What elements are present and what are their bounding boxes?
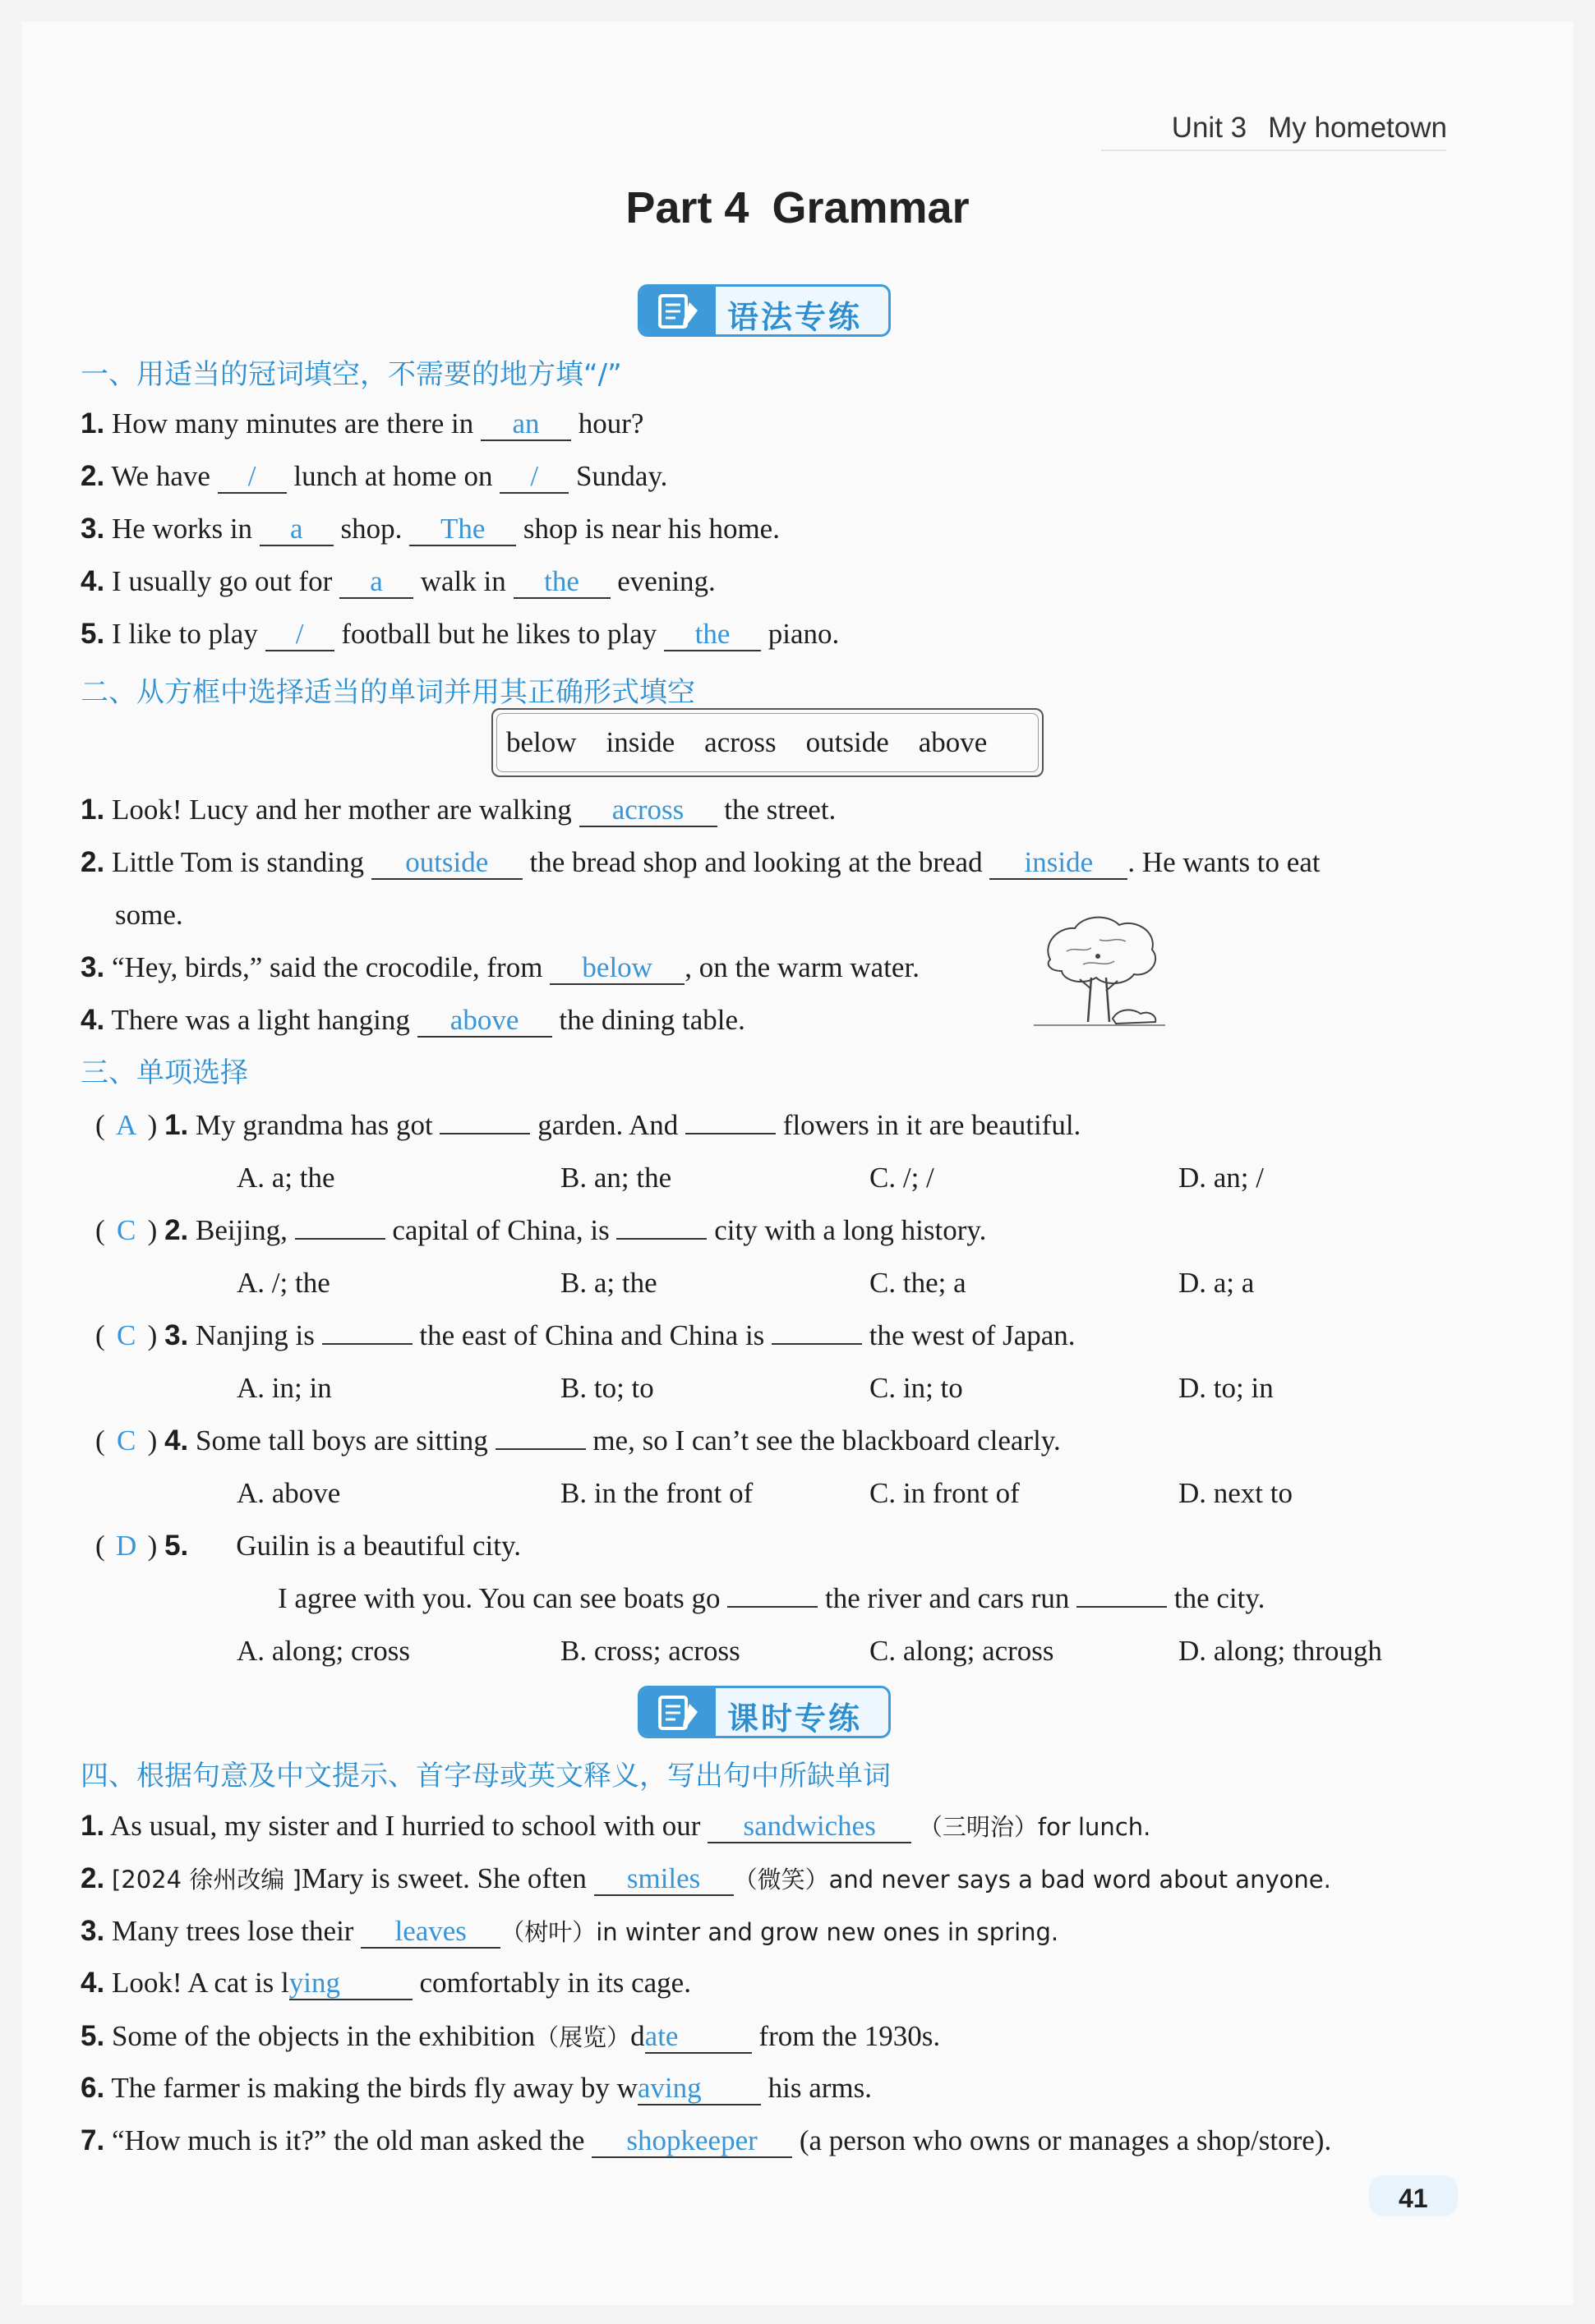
- blank: [685, 1110, 776, 1134]
- s1-question-2: 2. We have / lunch at home on / Sunday.: [81, 460, 668, 492]
- blank: [295, 1215, 385, 1240]
- answer-blank[interactable]: /: [265, 619, 334, 651]
- grammar-practice-badge: [638, 284, 891, 337]
- answer-blank[interactable]: shopkeeper: [592, 2126, 792, 2158]
- s1-question-1: 1. How many minutes are there in an hour?: [81, 407, 644, 439]
- option-b[interactable]: B. in the front of: [560, 1477, 754, 1509]
- answer-blank[interactable]: the: [664, 619, 761, 651]
- blank: [727, 1583, 818, 1608]
- answer-blank[interactable]: smiles: [594, 1864, 734, 1896]
- option-a[interactable]: A. a; the: [237, 1162, 335, 1194]
- s4-question-1: 1. As usual, my sister and I hurried to school with our sandwiches （三明治）for lunch.: [81, 1810, 1151, 1842]
- s3-question-5-reply: I agree with you. You can see boats go the river and cars run the city.: [278, 1582, 1265, 1614]
- option-d[interactable]: D. to; in: [1178, 1372, 1274, 1404]
- answer-blank[interactable]: sandwiches: [708, 1811, 911, 1843]
- s4-question-3: 3. Many trees lose their leaves （树叶）in winter and grow new ones in spring.: [81, 1915, 1059, 1947]
- blank: [772, 1320, 862, 1345]
- answer-blank[interactable]: across: [579, 795, 717, 827]
- option-a[interactable]: A. above: [237, 1477, 341, 1509]
- unit-header: Unit 3 My hometown: [1171, 112, 1447, 144]
- section-3-heading: 三、单项选择: [81, 1056, 248, 1089]
- option-d[interactable]: D. next to: [1178, 1477, 1293, 1509]
- s3-question-3: ( C ) 3. Nanjing is the east of China and China is the west of Japan.: [95, 1319, 1076, 1351]
- badge-label: 课时专练: [727, 1700, 863, 1737]
- choice-answer[interactable]: C: [116, 1319, 136, 1351]
- s1-question-5: 5. I like to play / football but he likes to play the piano.: [81, 618, 840, 650]
- tree-with-crocodile-illustration: [1034, 910, 1165, 1035]
- option-a[interactable]: A. along; cross: [237, 1635, 410, 1667]
- answer-blank[interactable]: /: [218, 462, 287, 494]
- choice-answer[interactable]: C: [116, 1424, 136, 1457]
- option-d[interactable]: D. an; /: [1178, 1162, 1265, 1194]
- page-title: Part 4 Grammar: [625, 183, 970, 232]
- blank: [616, 1215, 707, 1240]
- lesson-practice-badge: [638, 1686, 891, 1738]
- answer-blank[interactable]: the: [514, 567, 611, 599]
- s3-question-4: ( C ) 4. Some tall boys are sitting me, so I can’t see the blackboard clearly.: [95, 1424, 1061, 1457]
- option-a[interactable]: A. /; the: [237, 1267, 330, 1299]
- notebook-icon: [640, 287, 716, 334]
- blank: [1076, 1583, 1167, 1608]
- option-d[interactable]: D. a; a: [1178, 1267, 1255, 1299]
- s1-question-3: 3. He works in a shop. The shop is near his home.: [81, 513, 780, 545]
- s4-question-4: 4. Look! A cat is lying comfortably in its cage.: [81, 1967, 691, 1999]
- section-2-heading: 二、从方框中选择适当的单词并用其正确形式填空: [81, 676, 695, 709]
- answer-blank[interactable]: an: [481, 409, 571, 441]
- section-4-heading: 四、根据句意及中文提示、首字母或英文释义，写出句中所缺单词: [81, 1760, 891, 1792]
- answer-blank[interactable]: outside: [371, 848, 523, 880]
- answer-blank[interactable]: a: [339, 567, 413, 599]
- s2-question-4: 4. There was a light hanging above the dining table.: [81, 1004, 745, 1036]
- answer-blank[interactable]: ying: [289, 1968, 413, 2000]
- s4-question-5: 5. Some of the objects in the exhibition（展览）date from the 1930s.: [81, 2020, 941, 2052]
- option-c[interactable]: C. in; to: [869, 1372, 963, 1404]
- s3-question-5: ( D ) 5. Guilin is a beautiful city.: [95, 1530, 521, 1562]
- header-divider: [1101, 150, 1446, 151]
- option-c[interactable]: C. along; across: [869, 1635, 1054, 1667]
- answer-blank[interactable]: above: [417, 1006, 552, 1038]
- option-b[interactable]: B. an; the: [560, 1162, 672, 1194]
- notebook-icon: [640, 1688, 716, 1736]
- blank: [440, 1110, 530, 1134]
- s4-question-7: 7. “How much is it?” the old man asked the shopkeeper (a person who owns or manages a shop/store).: [81, 2124, 1332, 2156]
- answer-blank[interactable]: leaves: [361, 1917, 500, 1949]
- s4-question-6: 6. The farmer is making the birds fly away by waving his arms.: [81, 2072, 872, 2104]
- option-b[interactable]: B. cross; across: [560, 1635, 740, 1667]
- badge-label: 语法专练: [727, 299, 863, 335]
- choice-answer[interactable]: C: [116, 1214, 136, 1246]
- answer-blank[interactable]: /: [500, 462, 569, 494]
- option-a[interactable]: A. in; in: [237, 1372, 332, 1404]
- answer-blank[interactable]: ate: [645, 2022, 752, 2054]
- s2-question-1: 1. Look! Lucy and her mother are walking across the street.: [81, 794, 837, 826]
- blank: [322, 1320, 413, 1345]
- option-c[interactable]: C. the; a: [869, 1267, 966, 1299]
- answer-blank[interactable]: inside: [989, 848, 1127, 880]
- s2-question-2-cont: some.: [115, 899, 183, 931]
- answer-blank[interactable]: aving: [638, 2073, 761, 2105]
- answer-blank[interactable]: below: [550, 953, 685, 985]
- word-bank-box: [491, 708, 1044, 777]
- choice-answer[interactable]: D: [116, 1530, 137, 1562]
- s2-question-3: 3. “Hey, birds,” said the crocodile, from below , on the warm water.: [81, 951, 920, 983]
- option-b[interactable]: B. to; to: [560, 1372, 654, 1404]
- s1-question-4: 4. I usually go out for a walk in the evening.: [81, 565, 716, 597]
- option-c[interactable]: C. in front of: [869, 1477, 1020, 1509]
- option-b[interactable]: B. a; the: [560, 1267, 657, 1299]
- blank: [496, 1425, 586, 1450]
- option-c[interactable]: C. /; /: [869, 1162, 934, 1194]
- s2-question-2: 2. Little Tom is standing outside the bread shop and looking at the bread inside . He wants to eat: [81, 846, 1321, 878]
- option-d[interactable]: D. along; through: [1178, 1635, 1382, 1667]
- s3-question-1: ( A ) 1. My grandma has got garden. And flowers in it are beautiful.: [95, 1109, 1081, 1141]
- answer-blank[interactable]: The: [409, 514, 516, 546]
- answer-blank[interactable]: a: [260, 514, 334, 546]
- section-1-heading: 一、用适当的冠词填空，不需要的地方填“/”: [81, 358, 622, 391]
- s3-question-2: ( C ) 2. Beijing, capital of China, is city with a long history.: [95, 1214, 987, 1246]
- page-number: 41: [1399, 2184, 1428, 2213]
- word-bank: below inside across outside above: [506, 726, 988, 758]
- s4-question-2: 2. [2024 徐州改编 ]Mary is sweet. She often smiles （微笑）and never says a bad word about anyone.: [81, 1862, 1331, 1894]
- choice-answer[interactable]: A: [116, 1109, 137, 1141]
